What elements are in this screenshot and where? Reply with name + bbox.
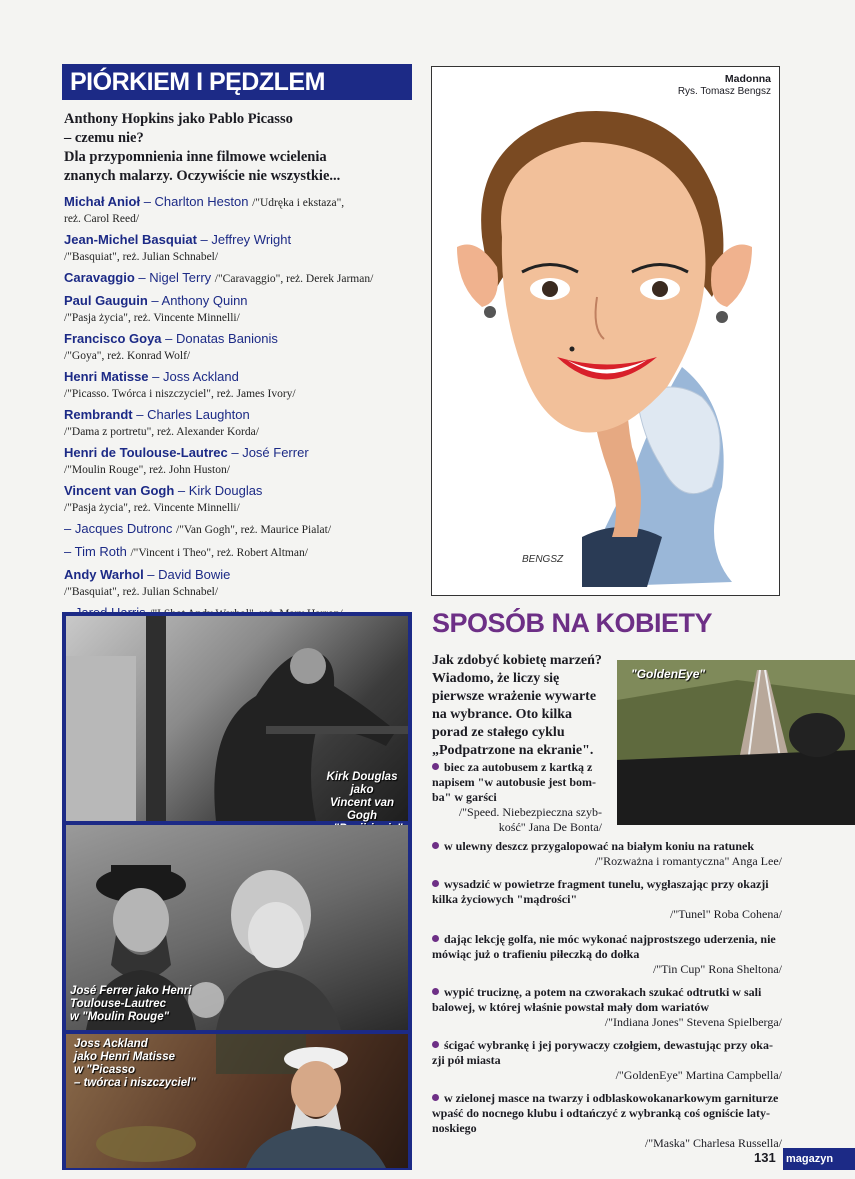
entry-line [64,444,414,463]
entry-line [64,543,414,562]
entry-line [64,406,414,425]
tip-text: balowej, w której właśnie powstał mały dom wariatów [432,1000,710,1014]
tip-item [432,839,782,869]
tip-text: dając lekcję golfa, nie móc wykonać najprostszego uderzenia, nie [432,932,782,947]
tip-source: /"Tin Cup" Rona Sheltona/ [652,962,782,976]
tip-source: /"Rozważna i romantyczna" Anga Lee/ [594,854,782,868]
tip-item [432,1091,782,1151]
actor-name: – Donatas Banionis [161,331,278,346]
photo-caption-1: Kirk Douglas jako Vincent van Gogh [326,771,398,822]
entry-line [64,292,414,311]
tip-source: /"Maska" Charlesa Russella/ [644,1136,782,1150]
list-item [64,368,414,402]
painter-name: Caravaggio [64,270,135,285]
actor-name: – Nigel Terry [134,270,215,285]
list-item [64,482,414,516]
actor-name: – Charles Laughton [132,407,250,422]
tip-source: kość" Jana De Bonta/ [498,820,602,834]
film-credit: /"Basquiat", reż. Julian Schnabel/ [64,251,219,263]
tip-text: w zielonej masce na twarzy i odblaskowokanarkowym garniturze [432,1091,782,1106]
caricature-name: Madonna [724,73,771,85]
film-credit: reż. Carol Reed/ [64,213,140,225]
painter-name: Henri de Toulouse-Lautrec [64,445,228,460]
list-item [64,269,414,288]
painter-name: Henri Matisse [64,369,149,384]
film-credit: /"Dama z portretu", reż. Alexander Korda/ [64,426,259,438]
bullet-icon [432,935,439,942]
tip-source: /"Indiana Jones" Stevena Spielberga/ [604,1015,782,1029]
list-item [64,231,414,265]
intro-line: znanych malarzy. Oczywiście nie wszystkie... [64,168,341,184]
list-item [64,292,414,326]
painter-name: Michał Anioł [64,194,141,209]
film-credit: /"Pasja życia", reż. Vincente Minnelli/ [64,312,240,324]
painter-film-list [64,193,414,627]
goldeneye-caption: "GoldenEye" [631,667,706,681]
film-credit: /"Pasja życia", reż. Vincente Minnelli/ [64,502,240,514]
bullet-icon [432,1041,439,1048]
list-item [64,406,414,440]
tip-text: wpaść do nocnego klubu i odtańczyć z wybranką coś ogniście laty- [432,1106,771,1120]
tip-source: /"Tunel" Roba Cohena/ [669,907,782,921]
bullet-icon [432,880,439,887]
entry-line [64,269,414,288]
tip-item [432,877,782,922]
entry-line [64,566,414,585]
intro-line: Dla przypomnienia inne filmowe wcielenia [64,149,327,165]
entry-line [64,330,414,349]
intro-text [64,110,394,186]
intro-line: – czemu nie? [64,130,144,146]
tip-text: kilka życiowych "mądrości" [432,892,578,906]
tip-text: ba" w garści [432,790,497,804]
photo-column [62,612,412,1170]
actor-name: – Anthony Quinn [147,293,248,308]
tip-text: wypić truciznę, a potem na czworakach szukać odtrutki w sali [432,985,782,1000]
bullet-icon [432,988,439,995]
entry-line [64,482,414,501]
actor-name: – Joss Ackland [148,369,239,384]
film-credit: /"Van Gogh", reż. Maurice Pialat/ [176,524,332,536]
caricature-caption [678,73,771,98]
entry-line [64,193,414,212]
tip-item [432,1038,782,1083]
section-title: PIÓRKIEM I PĘDZLEM [62,64,412,100]
photo-joss-ackland [66,1034,408,1168]
film-credit: /"Vincent i Theo", reż. Robert Altman/ [130,547,308,559]
entry-line [64,520,414,539]
list-item [64,444,414,478]
tip-text: zji pół miasta [432,1053,501,1067]
tip-text: w ulewny deszcz przygalopować na białym koniu na ratunek [432,839,782,854]
caricature-credit: Rys. Tomasz Bengsz [677,86,771,97]
list-item [64,520,414,539]
painter-name: Andy Warhol [64,567,144,582]
actor-name: – Jeffrey Wright [196,232,292,247]
actor-name: – Jacques Dutronc [64,521,177,536]
entry-line [64,231,414,250]
tip-source: /"Speed. Niebezpieczna szyb- [458,805,602,819]
tip-text: wysadzić w powietrze fragment tunelu, wygłaszając przy okazji [432,877,782,892]
painter-name: Rembrandt [64,407,133,422]
actor-name: – David Bowie [143,567,231,582]
painter-name: Francisco Goya [64,331,162,346]
actor-name: – Charlton Heston [140,194,253,209]
bullet-icon [432,763,439,770]
photo-caption-3: Joss Ackland jako Henri Matisse w "Picasso – twórca i niszczyciel" [74,1038,196,1089]
tip-source: /"GoldenEye" Martina Campbella/ [615,1068,782,1082]
list-item [64,193,414,227]
painter-name: Paul Gauguin [64,293,148,308]
page-number: 131 [754,1150,776,1165]
film-credit: /"Caravaggio", reż. Derek Jarman/ [214,273,374,285]
painter-name: Vincent van Gogh [64,483,175,498]
actor-name: – Kirk Douglas [174,483,263,498]
photo-caption-2: José Ferrer jako Henri Toulouse-Lautrec w "Moulin Rouge" [70,985,192,1023]
lead-text: Jak zdobyć kobietę marzeń? Wiadomo, że liczy się pierwsze wrażenie wywarte na wybrance. Oto kilka porad ze stałego cyklu „Podpatrzone na ekranie". [432,653,602,758]
photo-jose-ferrer [66,825,408,1030]
entry-line [64,368,414,387]
magazine-brand: magazyn [783,1148,855,1170]
artist-signature: BENGSZ [522,554,564,565]
list-item [64,543,414,562]
tip-item [432,985,782,1030]
tip-text: mówiąc już o trafieniu piłeczką do dołka [432,947,640,961]
tip-text: ścigać wybrankę i jej porywaczy czołgiem, dewastując przy oka- [432,1038,782,1053]
caricature-drawing [432,67,778,594]
film-credit: /"Basquiat", reż. Julian Schnabel/ [64,586,219,598]
actor-name: – José Ferrer [227,445,309,460]
list-item [64,330,414,364]
bullet-icon [432,1094,439,1101]
film-credit: /"Moulin Rouge", reż. John Huston/ [64,464,230,476]
section-title-sposob: SPOSÓB NA KOBIETY [432,608,713,638]
tip-item [432,760,782,835]
actor-name: – Tim Roth [64,544,131,559]
film-credit: /"Udręka i ekstaza", [252,197,345,209]
painter-name: Jean-Michel Basquiat [64,232,197,247]
tip-text: napisem "w autobusie jest bom- [432,775,597,789]
photo-kirk-douglas [66,616,408,821]
film-credit: /"Picasso. Twórca i niszczyciel", reż. James Ivory/ [64,388,296,400]
tip-text: biec za autobusem z kartką z [432,760,782,775]
bullet-icon [432,842,439,849]
list-item [64,566,414,600]
tip-item [432,932,782,977]
film-credit: /"Goya", reż. Konrad Wolf/ [64,350,191,362]
tip-text: noskiego [432,1121,477,1135]
madonna-caricature [431,66,780,596]
intro-line: Anthony Hopkins jako Pablo Picasso [64,111,293,127]
